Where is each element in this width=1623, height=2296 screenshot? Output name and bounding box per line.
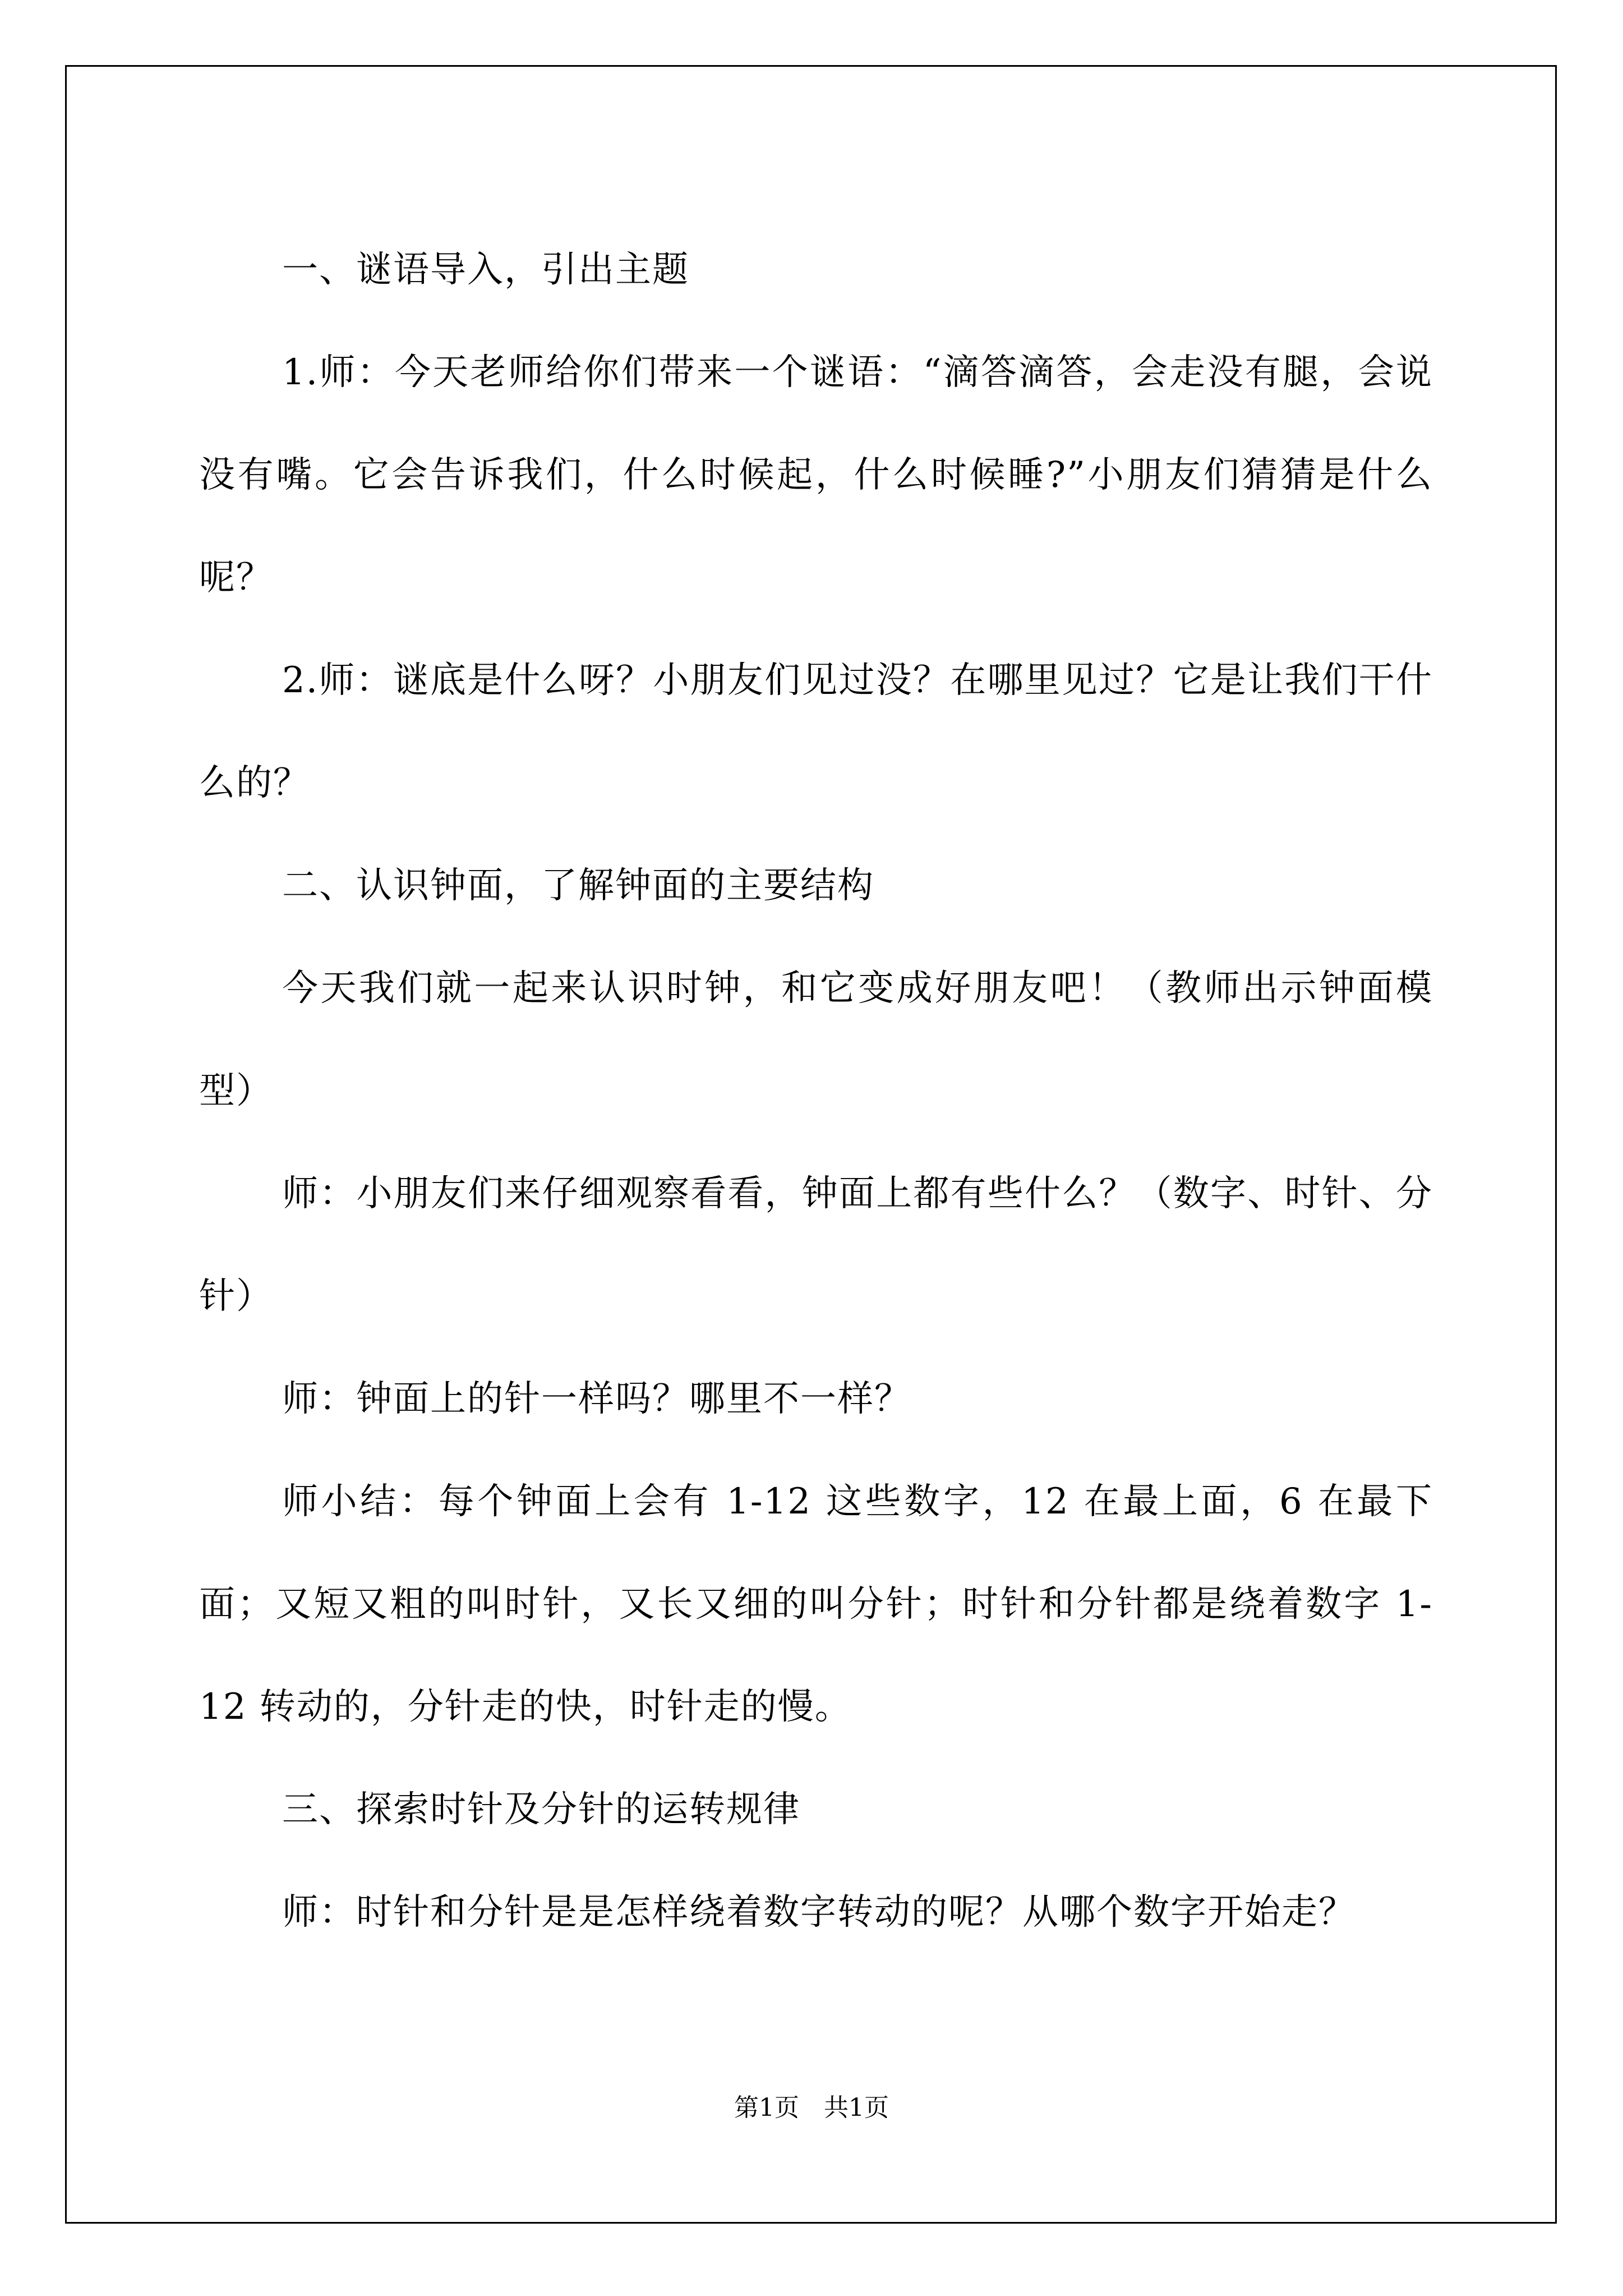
page-footer: 第1页 共1页 [734,2093,889,2122]
paragraph-summary: 师小结：每个钟面上会有 1-12 这些数字，12 在最上面，6 在最下面；又短又粗的叫时针，又长又细的叫分针；时针和分针都是绕着数字 1-12 转动的，分针走的快，时针走的慢。 [199,1481,1433,1728]
section-heading-2: 二、认识钟面，了解钟面的主要结构 [282,865,874,907]
paragraph-rotation-question: 师：时针和分针是是怎样绕着数字转动的呢？从哪个数字开始走？ [282,1892,1355,1933]
paragraph-hands-question: 师：钟面上的针一样吗？哪里不一样？ [282,1378,911,1420]
paragraph-riddle-answer: 2.师：谜底是什么呀？小朋友们见过没？在哪里见过？它是让我们干什么的？ [199,660,1433,804]
document-body [199,219,1433,1964]
section-heading-1: 一、谜语导入，引出主题 [282,249,689,291]
paragraph-clock-intro: 今天我们就一起来认识时钟，和它变成好朋友吧！（教师出示钟面模型） [199,968,1433,1112]
paragraph-riddle: 1.师：今天老师给你们带来一个谜语：“滴答滴答，会走没有腿，会说没有嘴。它会告诉我们，什么时候起，什么时候睡?”小朋友们猜猜是什么呢？ [199,352,1433,599]
paragraph-observe: 师：小朋友们来仔细观察看看，钟面上都有些什么？（数字、时针、分针） [199,1173,1433,1317]
section-heading-3: 三、探索时针及分针的运转规律 [282,1789,800,1830]
